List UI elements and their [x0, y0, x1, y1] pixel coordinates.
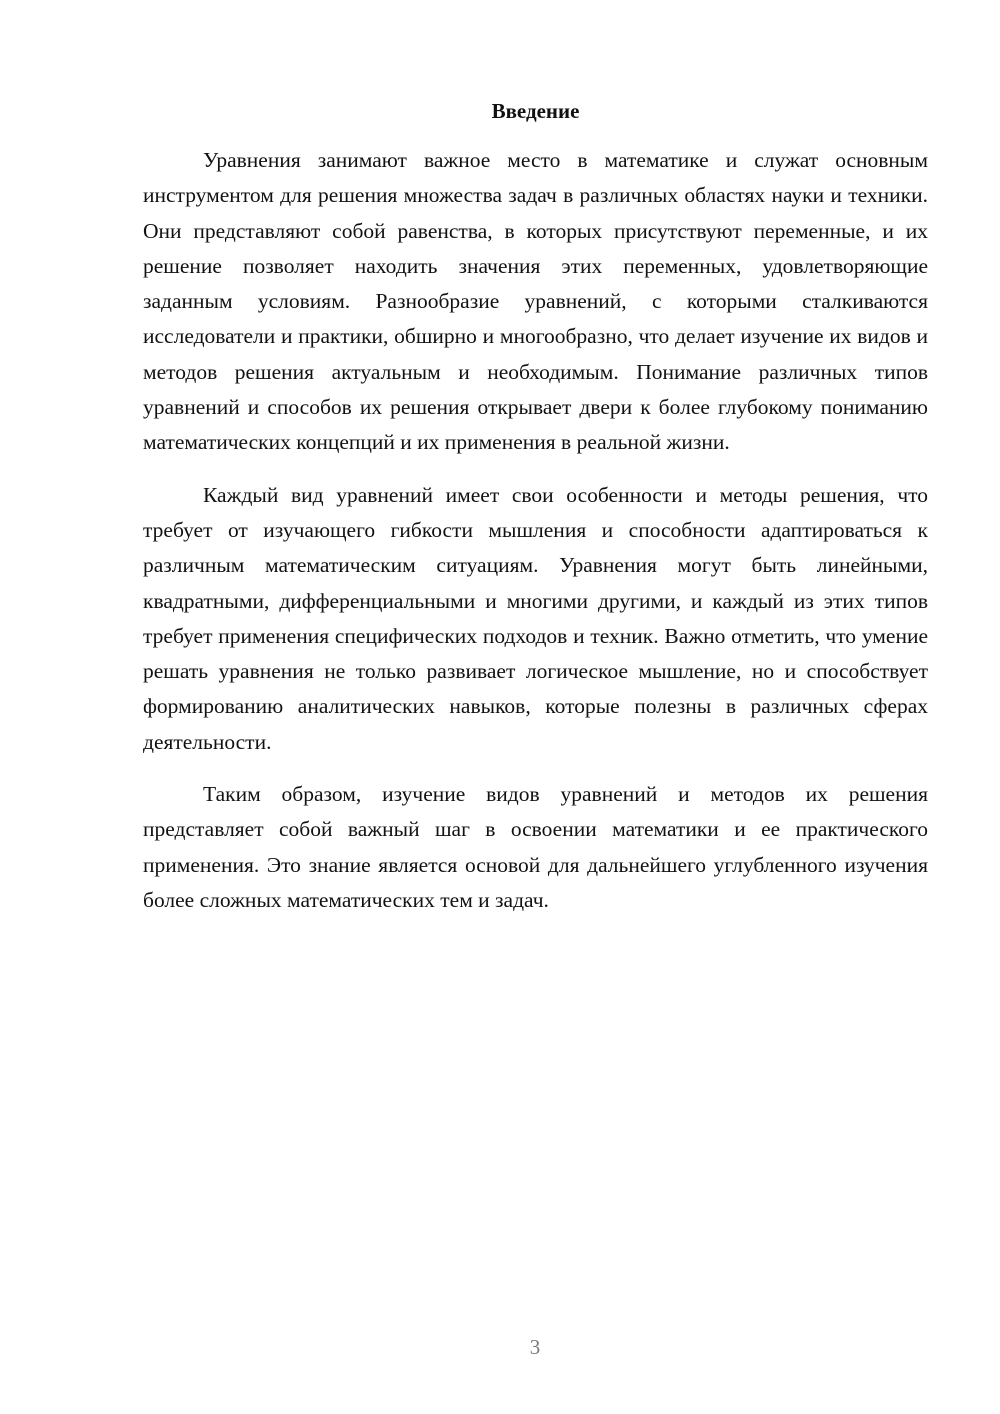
paragraph-2: Каждый вид уравнений имеет свои особенности и методы решения, что требует от изучающего гибкости мышления и способности адаптироваться к различным математическим ситуациям. Уравнения могут быть линейными, квадратными, дифференциальными и многими другими, и каждый из этих типов требует применения специфических подходов и техник. Важно отметить, что умение решать уравнения не только развивает логическое мышление, но и способствует формированию аналитических навыков, которые полезны в различных сферах деятельности.	[143, 482, 928, 754]
page-number: 3	[529, 1335, 541, 1359]
paragraph-3: Таким образом, изучение видов уравнений и методов их решения представляет собой важный шаг в освоении математики и ее практического применения. Это знание является основой для дальнейшего углубленного изучения более сложных математических тем и задач.	[143, 782, 928, 912]
body-text	[143, 143, 928, 918]
section-title: Введение	[491, 99, 580, 123]
paragraph-1: Уравнения занимают важное место в математике и служат основным инструментом для решения множества задач в различных областях науки и техники. Они представляют собой равенства, в которых присутствуют переменные, и их решение позволяет находить значения этих переменных, удовлетворяющие заданным условиям. Разнообразие уравнений, с которыми сталкиваются исследователи и практики, обширно и многообразно, что делает изучение их видов и методов решения актуальным и необходимым. Понимание различных типов уравнений и способов их решения открывает двери к более глубокому пониманию математических концепций и их применения в реальной жизни.	[143, 148, 928, 455]
